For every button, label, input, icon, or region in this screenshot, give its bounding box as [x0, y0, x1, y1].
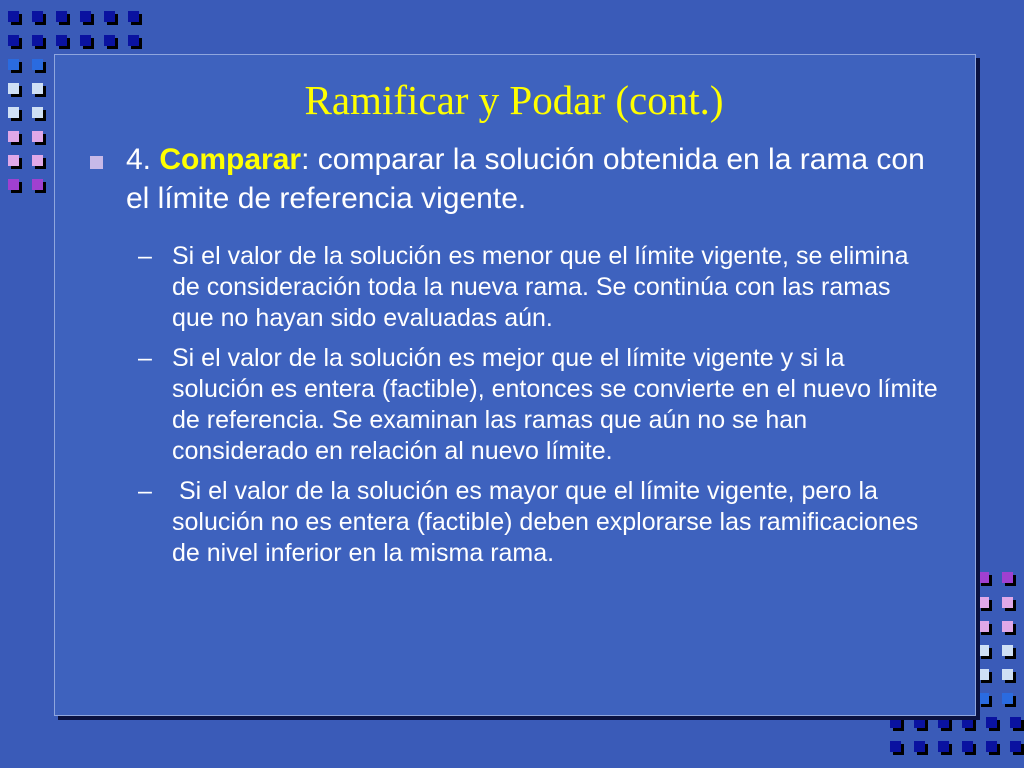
sub-item-text: Si el valor de la solución es mejor que el límite vigente y si la solución es entera (factible), entonces se convierte en el nuevo límite de referencia. Se examinan las ramas que aún no se han considerado en relación al nuevo límite.: [172, 344, 938, 465]
bullet-number: 4.: [126, 143, 152, 176]
sub-list: [138, 241, 938, 578]
sub-item-text: Si el valor de la solución es mayor que el límite vigente, pero la solución no es entera (factible) deben explorarse las ramificaciones de nivel inferior en la misma rama.: [172, 477, 926, 567]
dash-marker: –: [138, 344, 152, 372]
bullet-keyword: Comparar: [159, 143, 302, 176]
bullet-text: [126, 140, 946, 218]
bullet-description: : comparar la solución obtenida en la rama con el límite de referencia vigente.: [126, 143, 925, 215]
bullet-item: [86, 140, 946, 218]
sub-item: [138, 343, 938, 467]
dash-marker: –: [138, 477, 152, 505]
sub-item: [138, 241, 938, 334]
sub-item-text: Si el valor de la solución es menor que el límite vigente, se elimina de consideración toda la nueva rama. Se continúa con las ramas que no hayan sido evaluadas aún.: [172, 242, 909, 332]
sub-item: [138, 476, 938, 569]
square-bullet-icon: [90, 156, 103, 169]
slide-title: Ramificar y Podar (cont.): [304, 77, 724, 123]
dash-marker: –: [138, 242, 152, 270]
